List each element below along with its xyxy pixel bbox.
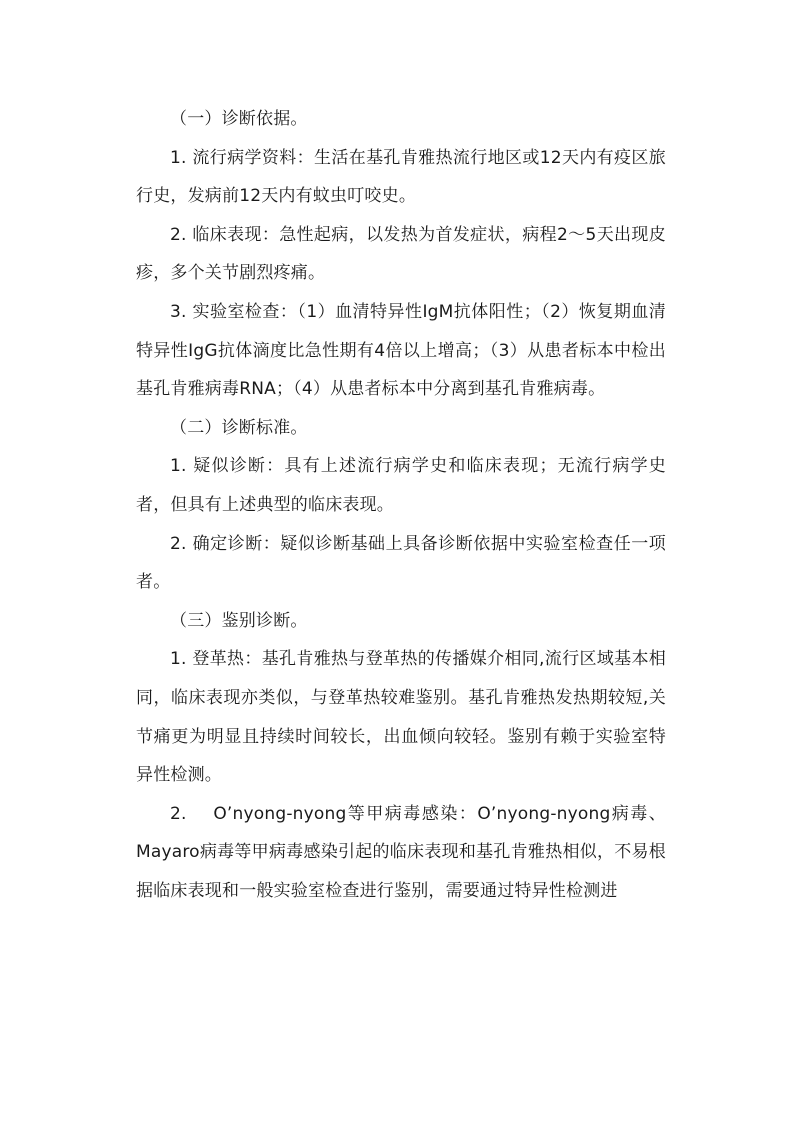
paragraph-alphavirus: 2. O’nyong-nyong等甲病毒感染：O’nyong-nyong病毒、Mayaro病毒等甲病毒感染引起的临床表现和基孔肯雅热相似，不易根据临床表现和一般实验室检查进行鉴别，需要通过特异性检测进 [136,803,666,901]
paragraph-laboratory-tests: 3. 实验室检查：（1）血清特异性IgM抗体阳性；（2）恢复期血清特异性IgG抗体滴度比急性期有4倍以上增高；（3）从患者标本中检出基孔肯雅病毒RNA；（4）从患者标本中分离到基孔肯雅病毒。 [136,301,666,400]
paragraph-suspected-diagnosis: 1. 疑似诊断：具有上述流行病学史和临床表现；无流行病学史者，但具有上述典型的临床表现。 [136,456,666,515]
section-heading-differential-diagnosis: （三）鉴别诊断。 [170,610,308,631]
section-heading-diagnostic-criteria: （二）诊断标准。 [170,417,308,438]
paragraph-clinical-manifestation: 2. 临床表现：急性起病，以发热为首发症状，病程2～5天出现皮疹，多个关节剧烈疼痛。 [136,224,666,284]
section-heading-diagnostic-basis: （一）诊断依据。 [170,109,308,129]
paragraph-epidemiology: 1. 流行病学资料：生活在基孔肯雅热流行地区或12天内有疫区旅行史，发病前12天内有蚊虫叮咬史。 [136,147,666,207]
document-body [136,100,666,910]
paragraph-confirmed-diagnosis: 2. 确定诊断：疑似诊断基础上具备诊断依据中实验室检查任一项者。 [136,533,666,593]
paragraph-dengue: 1. 登革热：基孔肯雅热与登革热的传播媒介相同,流行区域基本相同，临床表现亦类似，与登革热较难鉴别。基孔肯雅热发热期较短,关节痛更为明显且持续时间较长，出血倾向较轻。鉴别有赖于实验室特异性检测。 [136,649,666,786]
